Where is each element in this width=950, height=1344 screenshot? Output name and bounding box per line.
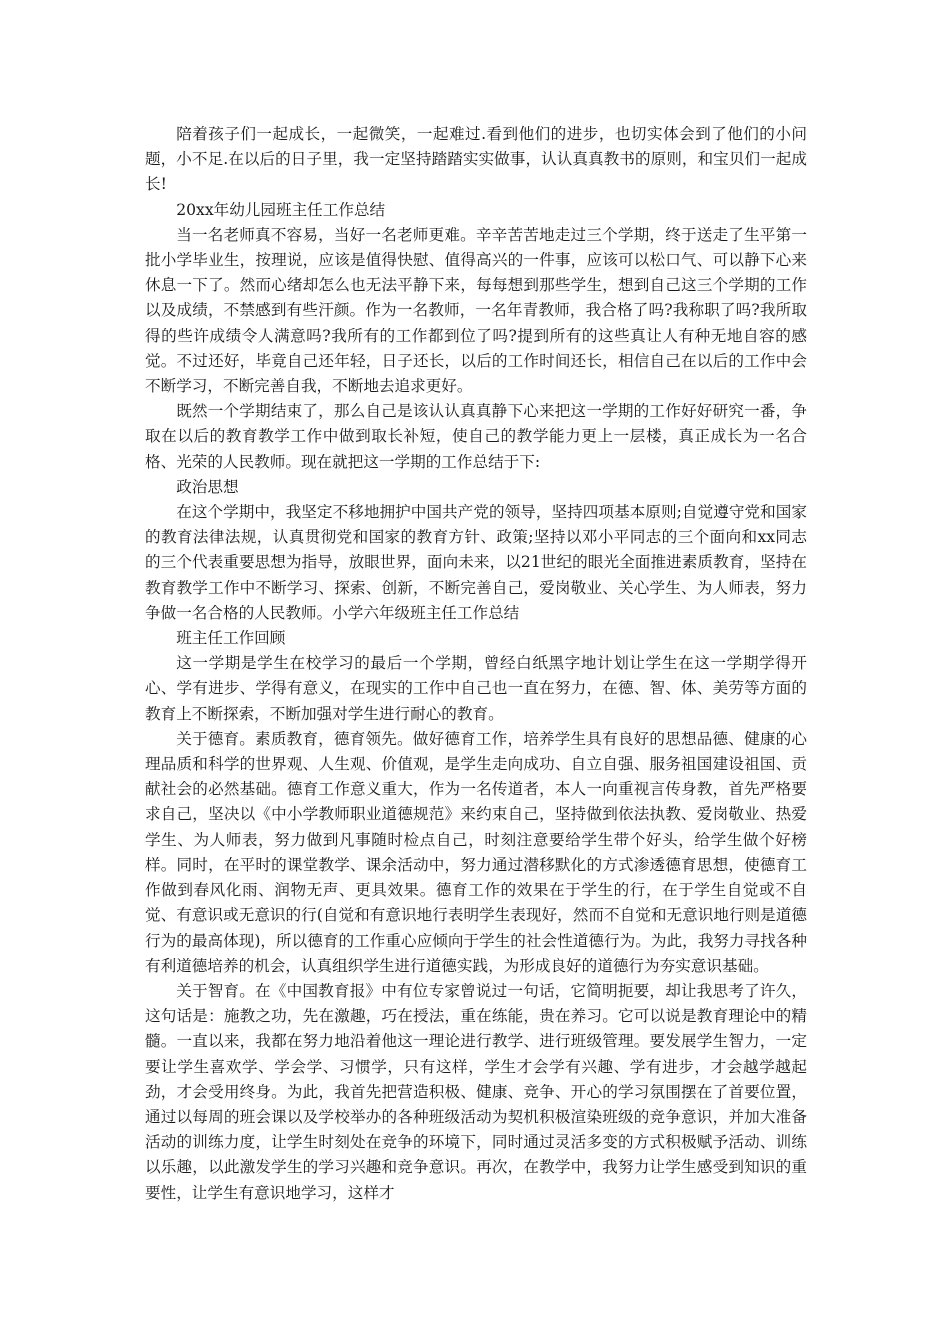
paragraph: 关于智育。在《中国教育报》中有位专家曾说过一句话，它简明扼要，却让我思考了许久，这句话是：施教之功，先在激趣，巧在授法，重在练能，贵在养习。它可以说是教育理论中的精髓。一直以来，我都在努力地沿着他这一理论进行教学、进行班级管理。要发展学生智力，一定要让学生喜欢学、学会学、习惯学，只有这样，学生才会学有兴趣、学有进步，才会越学越起劲，才会受用终身。为此，我首先把营造积极、健康、竞争、开心的学习氛围摆在了首要位置，通过以每周的班会课以及学校举办的各种班级活动为契机积极渲染班级的竞争意识，并加大准备活动的训练力度，让学生时刻处在竞争的环境下，同时通过灵活多变的方式积极赋予活动、训练以乐趣，以此激发学生的学习兴趣和竞争意识。再次，在教学中，我努力让学生感受到知识的重要性，让学生有意识地学习，这样才 [145, 981, 807, 1202]
paragraph: 当一名老师真不容易，当好一名老师更难。辛辛苦苦地走过三个学期，终于送走了生平第一批小学毕业生，按理说，应该是值得快慰、值得高兴的一件事，应该可以松口气、可以静下心来休息一下了。然而心绪却怎么也无法平静下来，每每想到那些学生，想到自己这三个学期的工作以及成绩，不禁感到有些汗颜。作为一名教师，一名年青教师，我合格了吗?我称职了吗?我所取得的些许成绩令人满意吗?我所有的工作都到位了吗?提到所有的这些真让人有种无地自容的感觉。不过还好，毕竟自己还年轻，日子还长，以后的工作时间还长，相信自己在以后的工作中会不断学习，不断完善自我，不断地去追求更好。 [145, 225, 807, 396]
section-heading: 政治思想 [176, 477, 239, 496]
paragraph: 这一学期是学生在校学习的最后一个学期，曾经白纸黑字地计划让学生在这一学期学得开心、学有进步、学得有意义，在现实的工作中自己也一直在努力，在德、智、体、美劳等方面的教育上不断探索，不断加强对学生进行耐心的教育。 [145, 654, 807, 723]
document-body [145, 122, 807, 1206]
paragraph: 陪着孩子们一起成长，一起微笑，一起难过.看到他们的进步，也切实体会到了他们的小问题，小不足.在以后的日子里，我一定坚持踏踏实实做事，认认真真教书的原则，和宝贝们一起成长! [145, 125, 807, 194]
paragraph: 在这个学期中，我坚定不移地拥护中国共产党的领导，坚持四项基本原则;自觉遵守党和国家的教育法律法规，认真贯彻党和国家的教育方针、政策;坚持以邓小平同志的三个面向和xx同志的三个代表重要思想为指导，放眼世界，面向未来，以21世纪的眼光全面推进素质教育，坚持在教育教学工作中不断学习、探索、创新，不断完善自己，爱岗敬业、关心学生、为人师表，努力争做一名合格的人民教师。小学六年级班主任工作总结 [145, 503, 807, 622]
paragraph: 关于德育。素质教育，德育领先。做好德育工作，培养学生具有良好的思想品德、健康的心理品质和科学的世界观、人生观、价值观，是学生走向成功、自立自强、服务祖国建设祖国、贡献社会的必然基础。德育工作意义重大，作为一名传道者，本人一向重视言传身教，首先严格要求自己，坚决以《中小学教师职业道德规范》来约束自己，坚持做到依法执教、爱岗敬业、热爱学生、为人师表，努力做到凡事随时检点自己，时刻注意要给学生带个好头，给学生做个好榜样。同时，在平时的课堂教学、课余活动中，努力通过潜移默化的方式渗透德育思想，使德育工作做到春风化雨、润物无声、更具效果。德育工作的效果在于学生的行，在于学生自觉或不自觉、有意识或无意识的行(自觉和有意识地行表明学生表现好，然而不自觉和无意识地行则是道德行为的最高体现)，所以德育的工作重心应倾向于学生的社会性道德行为。为此，我努力寻找各种有利道德培养的机会，认真组织学生进行道德实践，为形成良好的道德行为夯实意识基础。 [145, 729, 807, 975]
section-title: 20xx年幼儿园班主任工作总结 [176, 200, 386, 219]
paragraph: 既然一个学期结束了，那么自己是该认认真真静下心来把这一学期的工作好好研究一番，争取在以后的教育教学工作中做到取长补短，使自己的教学能力更上一层楼，真正成长为一名合格、光荣的人民教师。现在就把这一学期的工作总结于下: [145, 402, 807, 471]
section-heading: 班主任工作回顾 [176, 629, 286, 648]
